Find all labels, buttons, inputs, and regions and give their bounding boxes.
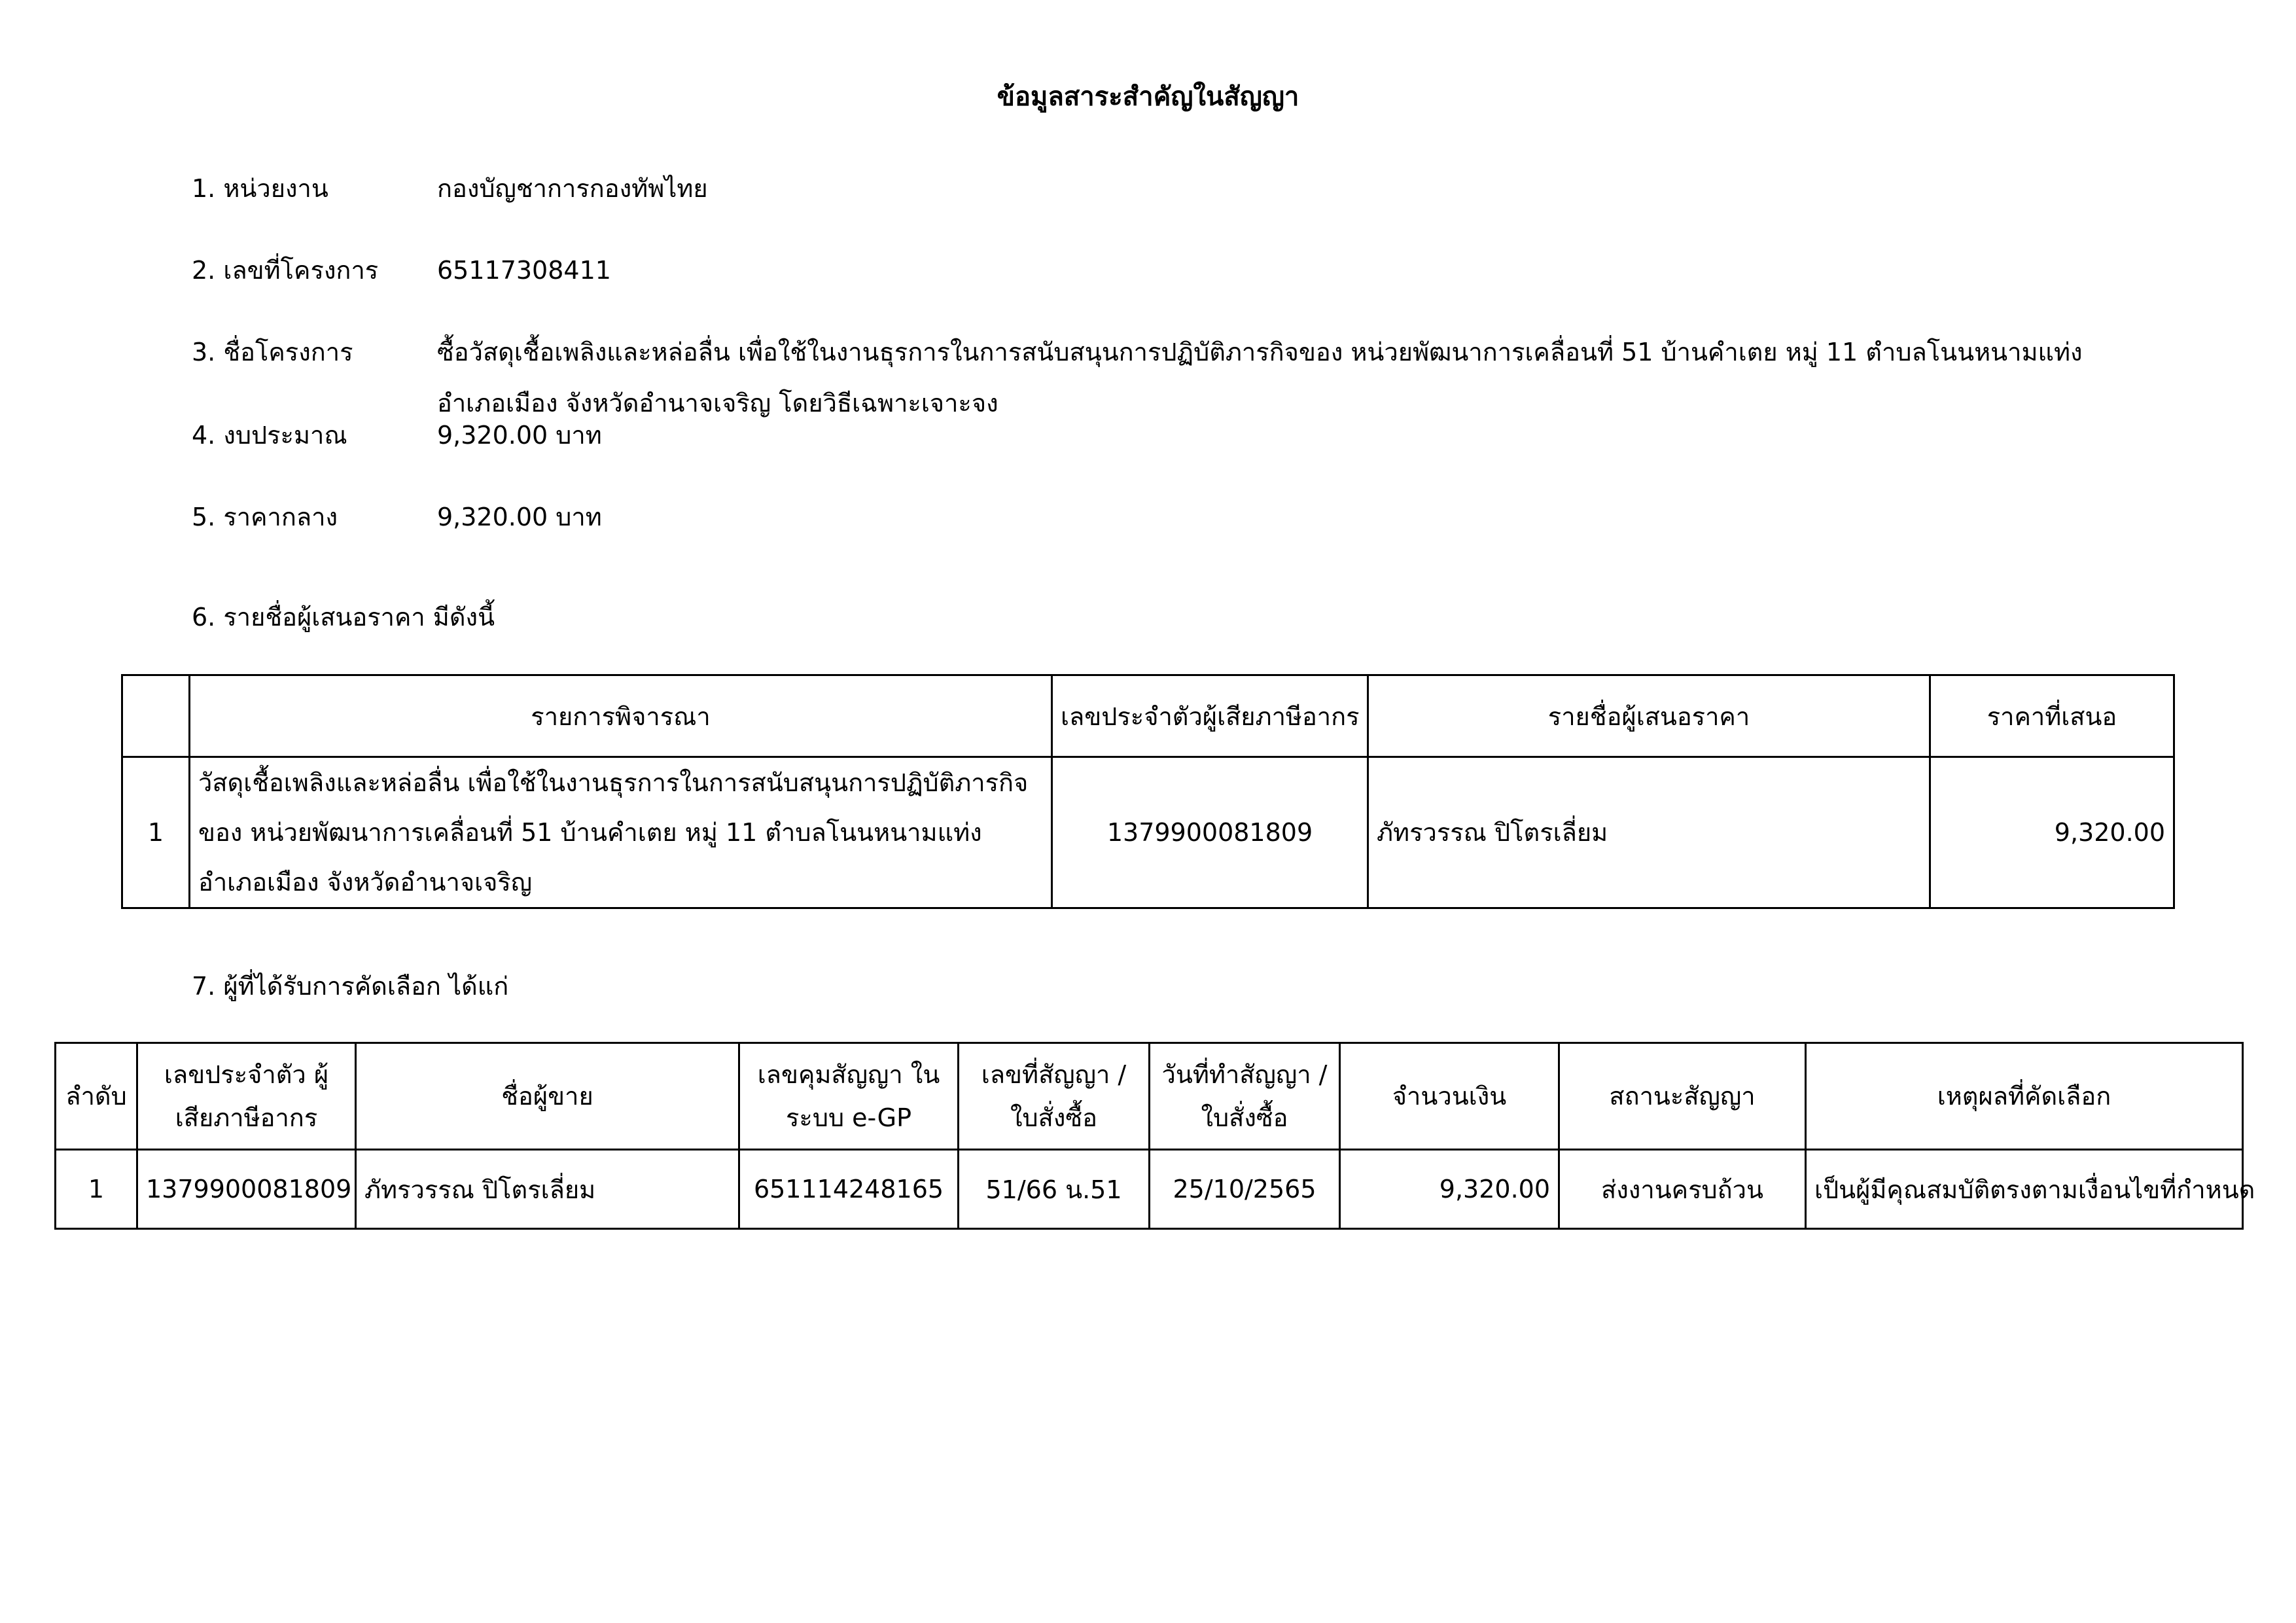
project-number-label: 2. เลขที่โครงการ: [192, 256, 379, 285]
bidder-row-no: 1: [122, 757, 190, 908]
winners-col-egp-no: เลขคุมสัญญา ในระบบ e-GP: [739, 1043, 959, 1150]
budget-value: 9,320.00 บาท: [437, 421, 602, 450]
agency-value: กองบัญชาการกองทัพไทย: [437, 174, 708, 203]
bidders-col-bidder: รายชื่อผู้เสนอราคา: [1368, 675, 1930, 757]
project-number-value: 65117308411: [437, 256, 611, 285]
bidder-row-price: 9,320.00: [1930, 757, 2174, 908]
bidders-table: [121, 674, 2175, 909]
document-title: ข้อมูลสาระสำคัญในสัญญา: [997, 82, 1299, 112]
winner-row-contract-date: 25/10/2565: [1150, 1150, 1340, 1229]
budget-label: 4. งบประมาณ: [192, 421, 347, 450]
bidder-row-item: วัสดุเชื้อเพลิงและหล่อลื่น เพื่อใช้ในงานธุรการในการสนับสนุนการปฏิบัติภารกิจของ หน่วยพัฒนาการเคลื่อนที่ 51 บ้านคำเตย หมู่ 11 ตำบลโนนหนามแท่ง อำเภอเมือง จังหวัดอำนาจเจริญ: [190, 757, 1052, 908]
bidder-row-name: ภัทรวรรณ ปิโตรเลี่ยม: [1368, 757, 1930, 908]
bidder-row-tax-id: 1379900081809: [1052, 757, 1368, 908]
winners-table: [54, 1042, 2255, 1230]
project-name-label: 3. ชื่อโครงการ: [192, 338, 353, 366]
winners-col-seller: ชื่อผู้ขาย: [356, 1043, 739, 1150]
winner-row-status: ส่งงานครบถ้วน: [1559, 1150, 1806, 1229]
winner-row-contract-no: 51/66 น.51: [959, 1150, 1150, 1229]
winner-row-seller: ภัทรวรรณ ปิโตรเลี่ยม: [356, 1150, 739, 1229]
winner-row-amount: 9,320.00: [1340, 1150, 1559, 1229]
winners-col-reason: เหตุผลที่คัดเลือก: [1806, 1043, 2243, 1150]
bidders-col-item: รายการพิจารณา: [190, 675, 1052, 757]
winner-row-tax-id: 1379900081809: [137, 1150, 356, 1229]
median-price-value: 9,320.00 บาท: [437, 503, 602, 531]
winner-row-reason: เป็นผู้มีคุณสมบัติตรงตามเงื่อนไขที่กำหนด: [1806, 1150, 2243, 1229]
table-row: [122, 757, 2174, 908]
winners-col-contract-date: วันที่ทำสัญญา / ใบสั่งซื้อ: [1150, 1043, 1340, 1150]
winners-heading: 7. ผู้ที่ได้รับการคัดเลือก ได้แก่: [192, 972, 509, 1001]
bidders-header-row: [122, 675, 2174, 757]
winner-row-egp-no: 651114248165: [739, 1150, 959, 1229]
winners-header-row: [56, 1043, 2243, 1150]
winners-col-contract-no: เลขที่สัญญา / ใบสั่งซื้อ: [959, 1043, 1150, 1150]
table-row: [56, 1150, 2243, 1229]
bidders-col-tax-id: เลขประจำตัวผู้เสียภาษีอากร: [1052, 675, 1368, 757]
bidders-heading: 6. รายชื่อผู้เสนอราคา มีดังนี้: [192, 603, 495, 632]
agency-label: 1. หน่วยงาน: [192, 174, 328, 203]
winners-col-status: สถานะสัญญา: [1559, 1043, 1806, 1150]
winner-row-no: 1: [56, 1150, 137, 1229]
winners-col-amount: จำนวนเงิน: [1340, 1043, 1559, 1150]
bidders-col-price: ราคาที่เสนอ: [1930, 675, 2174, 757]
median-price-label: 5. ราคากลาง: [192, 503, 338, 531]
winners-col-no: ลำดับ: [56, 1043, 137, 1150]
winners-col-tax-id: เลขประจำตัว ผู้เสียภาษีอากร: [137, 1043, 356, 1150]
bidders-col-no: [122, 675, 190, 757]
project-name-value: ซื้อวัสดุเชื้อเพลิงและหล่อลื่น เพื่อใช้ในงานธุรการในการสนับสนุนการปฏิบัติภารกิจของ หน่วยพัฒนาการเคลื่อนที่ 51 บ้านคำเตย หมู่ 11 ตำบลโนนหนามแท่ง อำเภอเมือง จังหวัดอำนาจเจริญ โดยวิธีเฉพาะเจาะจง: [437, 338, 2083, 418]
